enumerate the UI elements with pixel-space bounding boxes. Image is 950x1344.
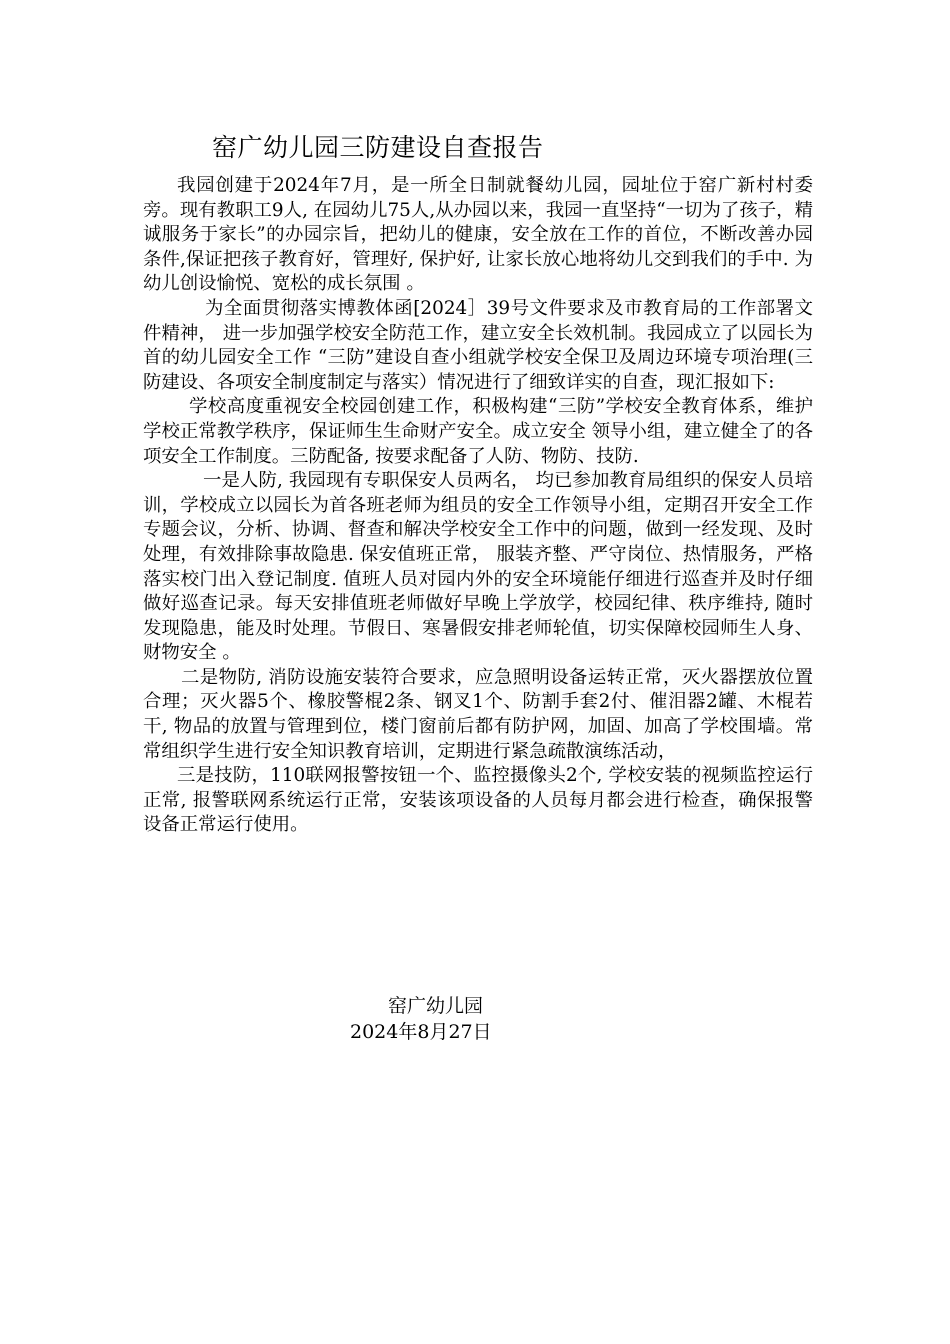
paragraph-technical-defense: 三是技防，110联网报警按钮一个、监控摄像头2个, 学校安装的视频监控运行正常, 报警联网系统运行正常，安装该项设备的人员每月都会进行检查，确保报警设备正常运行使用。 — [143, 765, 813, 836]
paragraph-overview: 学校高度重视安全校园创建工作，积极构建“三防”学校安全教育体系，维护学校正常教学秩序，保证师生生命财产安全。成立安全 领导小组，建立健全了的各项安全工作制度。三防配备, 按要求配备了人防、物防、技防. — [143, 396, 813, 467]
paragraph-intro: 我园创建于2024年7月，是一所全日制就餐幼儿园，园址位于窑广新村村委旁。现有教职工9人, 在园幼儿75人,从办园以来，我园一直坚持“一切为了孩子，精诚服务于家长”的办园宗旨，把幼儿的健康，安全放在工作的首位，不断改善办园条件,保证把孩子教育好，管理好, 保护好, 让家长放心地将幼儿交到我们的手中. 为幼儿创设愉悦、宽松的成长氛围 。 — [143, 175, 813, 295]
signature-organization: 窑广幼儿园 — [388, 995, 484, 1017]
signature-date: 2024年8月27日 — [350, 1021, 492, 1043]
document-body — [143, 174, 813, 838]
paragraph-personnel-defense: 一是人防, 我园现有专职保安人员两名， 均已参加教育局组织的保安人员培训，学校成立以园长为首各班老师为组员的安全工作领导小组，定期召开安全工作专题会议，分析、协调、督查和解决学校安全工作中的问题，做到一经发现、及时处理，有效排除事故隐患. 保安值班正常， 服装齐整、严守岗位、热情服务，严格落实校门出入登记制度. 值班人员对园内外的安全环境能仔细进行巡查并及时仔细做好巡查记录。每天安排值班老师做好早晚上学放学，校园纪律、秩序维持, 随时发现隐患，能及时处理。节假日、寒暑假安排老师轮值，切实保障校园师生人身、财物安全 。 — [143, 470, 813, 664]
paragraph-purpose: 为全面贯彻落实博教体函[2024］39号文件要求及市教育局的工作部署文件精神， 进一步加强学校安全防范工作，建立安全长效机制。我园成立了以园长为首的幼儿园安全工作 “三防”建设自查小组就学校安全保卫及周边环境专项治理(三防建设、各项安全制度制定与落实）情况进行了细致详实的自查，现汇报如下: — [143, 297, 813, 393]
paragraph-physical-defense: 二是物防, 消防设施安装符合要求，应急照明设备运转正常，灭火器摆放位置合理；灭火器5个、橡胶警棍2条、钢叉1个、防割手套2付、催泪器2罐、木棍若干, 物品的放置与管理到位，楼门窗前后都有防护网，加固、加高了学校围墙。常常组织学生进行安全知识教育培训，定期进行紧急疏散演练活动， — [143, 666, 813, 762]
document-title: 窑广幼儿园三防建设自查报告 — [212, 133, 544, 162]
